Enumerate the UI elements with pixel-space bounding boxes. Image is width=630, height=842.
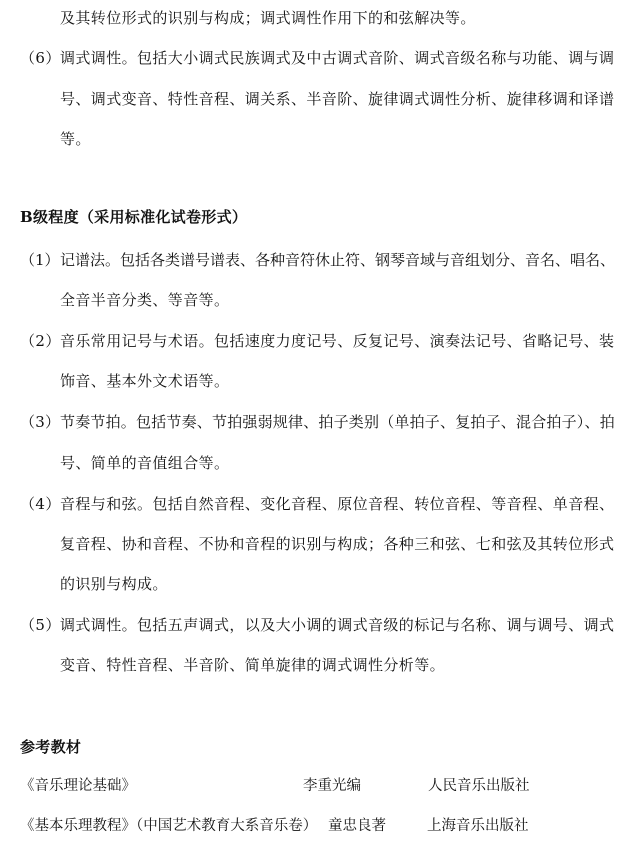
reference-author: 童忠良著: [328, 818, 386, 834]
b-item-4-line-3: 的识别与构成。: [60, 575, 168, 593]
reference-author: 李重光编: [303, 778, 361, 794]
b-item-4-text: 音程与和弦。包括自然音程、变化音程、原位音程、转位音程、等音程、单音程、: [60, 495, 615, 513]
b-item-1-line-1: [20, 250, 615, 270]
b-item-3-line-1: [20, 412, 615, 432]
b-item-5-line-2: 变音、特性音程、半音阶、简单旋律的调式调性分析等。: [60, 656, 446, 674]
b-item-2-number: （2）: [20, 332, 61, 350]
b-item-1-text: 记谱法。包括各类谱号谱表、各种音符休止符、钢琴音域与音组划分、音名、唱名、: [60, 251, 616, 269]
continuation-text: 及其转位形式的识别与构成；调式调性作用下的和弦解决等。: [60, 9, 476, 27]
b-item-3-text: 节奏节拍。包括节奏、节拍强弱规律、拍子类别（单拍子、复拍子、混合拍子）、拍: [60, 413, 615, 431]
b-item-3-number: （3）: [20, 413, 61, 431]
b-item-2-text: 音乐常用记号与术语。包括速度力度记号、反复记号、演奏法记号、省略记号、装: [60, 332, 615, 350]
b-item-5-line-1: [20, 615, 614, 635]
item-6-line-2: 号、调式变音、特性音程、调关系、半音阶、旋律调式调性分析、旋律移调和译谱: [60, 90, 615, 108]
reference-publisher: 上海音乐出版社: [427, 818, 529, 834]
b-item-2-line-2: 饰音、基本外文术语等。: [60, 372, 230, 390]
item-6-text: 调式调性。包括大小调式民族调式及中古调式音阶、调式音级名称与功能、调与调: [60, 49, 615, 67]
reference-title: 《基本乐理教程》（中国艺术教育大系音乐卷）: [20, 818, 318, 834]
reference-title: 《音乐理论基础》: [20, 778, 136, 794]
b-item-5-text: 调式调性。包括五声调式，以及大小调的调式音级的标记与名称、调与调号、调式: [60, 616, 615, 634]
section-b-heading: B级程度（采用标准化试卷形式）: [20, 208, 248, 226]
b-item-4-line-2: 复音程、协和音程、不协和音程的识别与构成；各种三和弦、七和弦及其转位形式: [60, 535, 615, 553]
b-item-2-line-1: [20, 331, 614, 351]
references-heading: 参考教材: [20, 738, 82, 756]
item-6-line-3: 等。: [60, 130, 91, 148]
b-item-1-line-2: 全音半音分类、等音等。: [60, 291, 230, 309]
item-6-line-1: [20, 48, 614, 68]
item-6-number: （6）: [20, 49, 61, 67]
b-item-5-number: （5）: [20, 616, 61, 634]
reference-publisher: 人民音乐出版社: [428, 778, 530, 794]
b-item-4-line-1: [20, 494, 614, 514]
b-item-3-line-2: 号、简单的音值组合等。: [60, 454, 230, 472]
b-item-4-number: （4）: [20, 495, 61, 513]
b-item-1-number: （1）: [20, 251, 60, 269]
